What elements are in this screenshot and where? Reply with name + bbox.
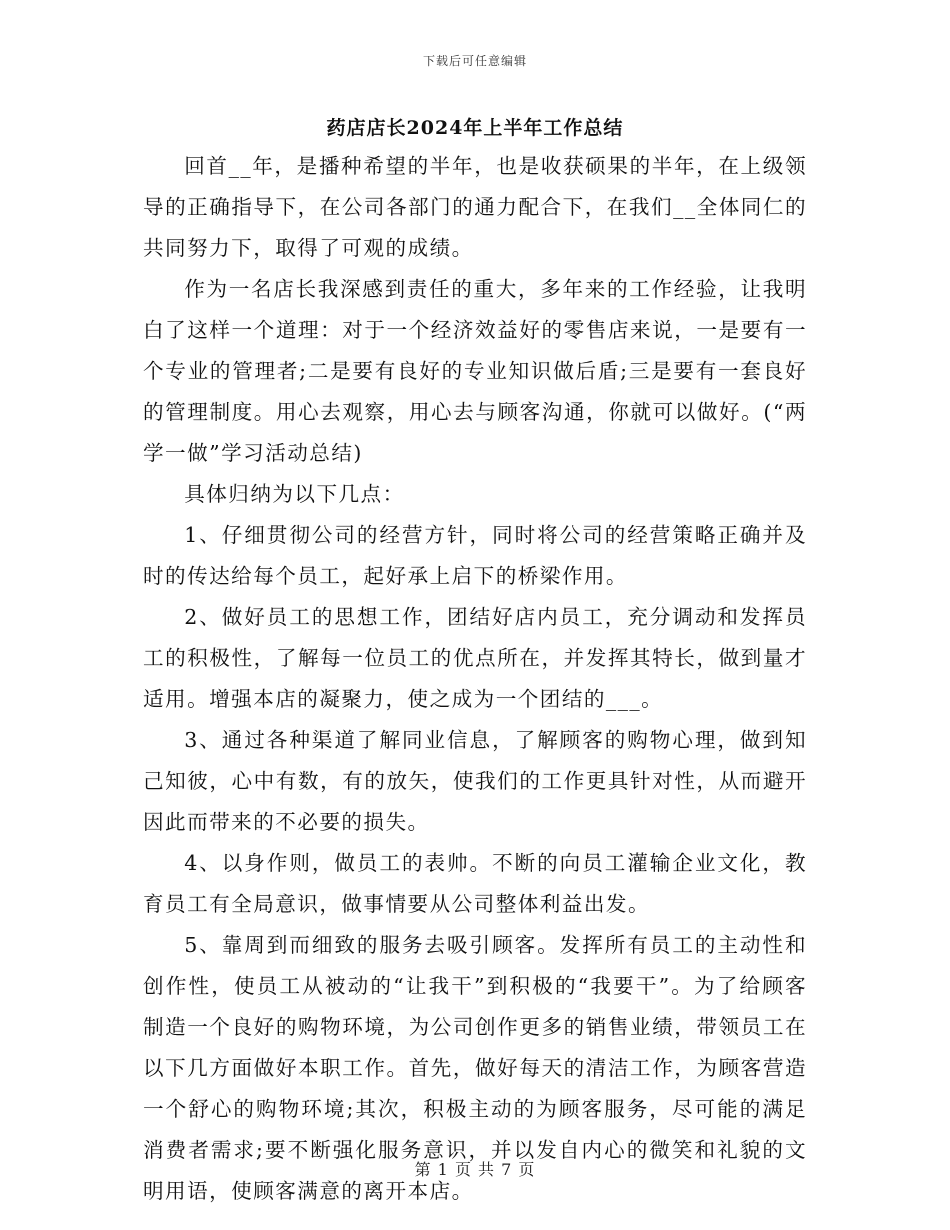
paragraph: 4、以身作则，做员工的表帅。不断的向员工灌输企业文化，教育员工有全局意识，做事情要从公司整体利益出发。 [143,851,807,916]
paragraph: 作为一名店长我深感到责任的重大，多年来的工作经验，让我明白了这样一个道理：对于一个经济效益好的零售店来说，一是要有一个专业的管理者;二是要有良好的专业知识做后盾;三是要有一套良好的管理制度。用心去观察，用心去与顾客沟通，你就可以做好。(“两学一做”学习活动总结) [143,277,807,465]
page-number: 第 1 页 共 7 页 [414,1160,536,1179]
paragraph: 3、通过各种渠道了解同业信息，了解顾客的购物心理，做到知己知彼，心中有数，有的放矢，使我们的工作更具针对性，从而避开因此而带来的不必要的损失。 [143,728,807,834]
paragraph: 回首__年，是播种希望的半年，也是收获硕果的半年，在上级领导的正确指导下，在公司各部门的通力配合下，在我们__全体同仁的共同努力下，取得了可观的成绩。 [143,154,807,260]
paragraph: 1、仔细贯彻公司的经营方针，同时将公司的经营策略正确并及时的传达给每个员工，起好承上启下的桥梁作用。 [143,523,807,588]
paragraph: 5、靠周到而细致的服务去吸引顾客。发挥所有员工的主动性和创作性，使员工从被动的“让我干”到积极的“我要干”。为了给顾客制造一个良好的购物环境，为公司创作更多的销售业绩，带领员工在以下几方面做好本职工作。首先，做好每天的清洁工作，为顾客营造一个舒心的购物环境;其次，积极主动的为顾客服务，尽可能的满足消费者需求;要不断强化服务意识，并以发自内心的微笑和礼貌的文明用语，使顾客满意的离开本店。 [143,933,807,1203]
document-title: 药店店长2024年上半年工作总结 [326,117,624,139]
paragraph: 2、做好员工的思想工作，团结好店内员工，充分调动和发挥员工的积极性，了解每一位员工的优点所在，并发挥其特长，做到量才适用。增强本店的凝聚力，使之成为一个团结的___。 [143,605,807,711]
page-header-note: 下载后可任意编辑 [422,54,527,68]
paragraph: 具体归纳为以下几点： [184,482,405,506]
document-body [143,146,807,1212]
